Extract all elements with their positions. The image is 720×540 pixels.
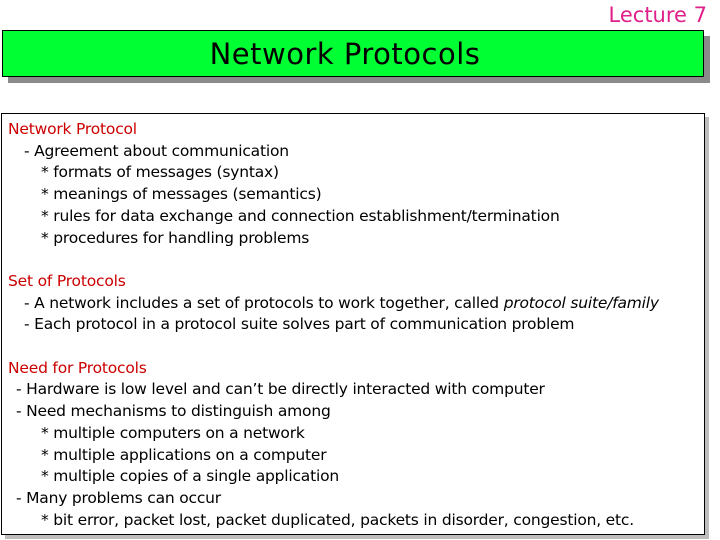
- bullet-line: - Hardware is low level and can’t be directly interacted with computer: [16, 380, 545, 399]
- bullet-text: - A network includes a set of protocols to work together, called: [24, 293, 504, 312]
- section-heading-network-protocol: Network Protocol: [8, 120, 137, 138]
- emphasis-term: protocol suite/family: [503, 293, 659, 312]
- sub-bullet-line: * meanings of messages (semantics): [41, 185, 322, 204]
- lecture-label: Lecture 7: [608, 3, 707, 27]
- sub-bullet-line: * procedures for handling problems: [41, 228, 310, 247]
- bullet-line: - Many problems can occur: [16, 488, 221, 507]
- bullet-line: - Need mechanisms to distinguish among: [16, 402, 331, 421]
- sub-bullet-line: * multiple computers on a network: [41, 423, 305, 442]
- title-banner: [2, 30, 704, 77]
- slide-title: Network Protocols: [209, 36, 481, 71]
- sub-bullet-line: * rules for data exchange and connection establishment/termination: [41, 206, 560, 225]
- section-heading-need-for-protocols: Need for Protocols: [8, 358, 147, 377]
- sub-bullet-line: * multiple copies of a single application: [41, 467, 339, 486]
- slide-content: [8, 119, 659, 531]
- sub-bullet-line: * bit error, packet lost, packet duplicated, packets in disorder, congestion, etc.: [41, 510, 634, 529]
- section-heading-set-of-protocols: Set of Protocols: [8, 271, 126, 290]
- bullet-line: [8, 293, 659, 315]
- sub-bullet-line: * formats of messages (syntax): [41, 163, 279, 182]
- sub-bullet-line: * multiple applications on a computer: [41, 445, 327, 464]
- bullet-line: - Each protocol in a protocol suite solves part of communication problem: [24, 315, 575, 334]
- content-box: [1, 113, 705, 535]
- bullet-line: - Agreement about communication: [24, 141, 289, 160]
